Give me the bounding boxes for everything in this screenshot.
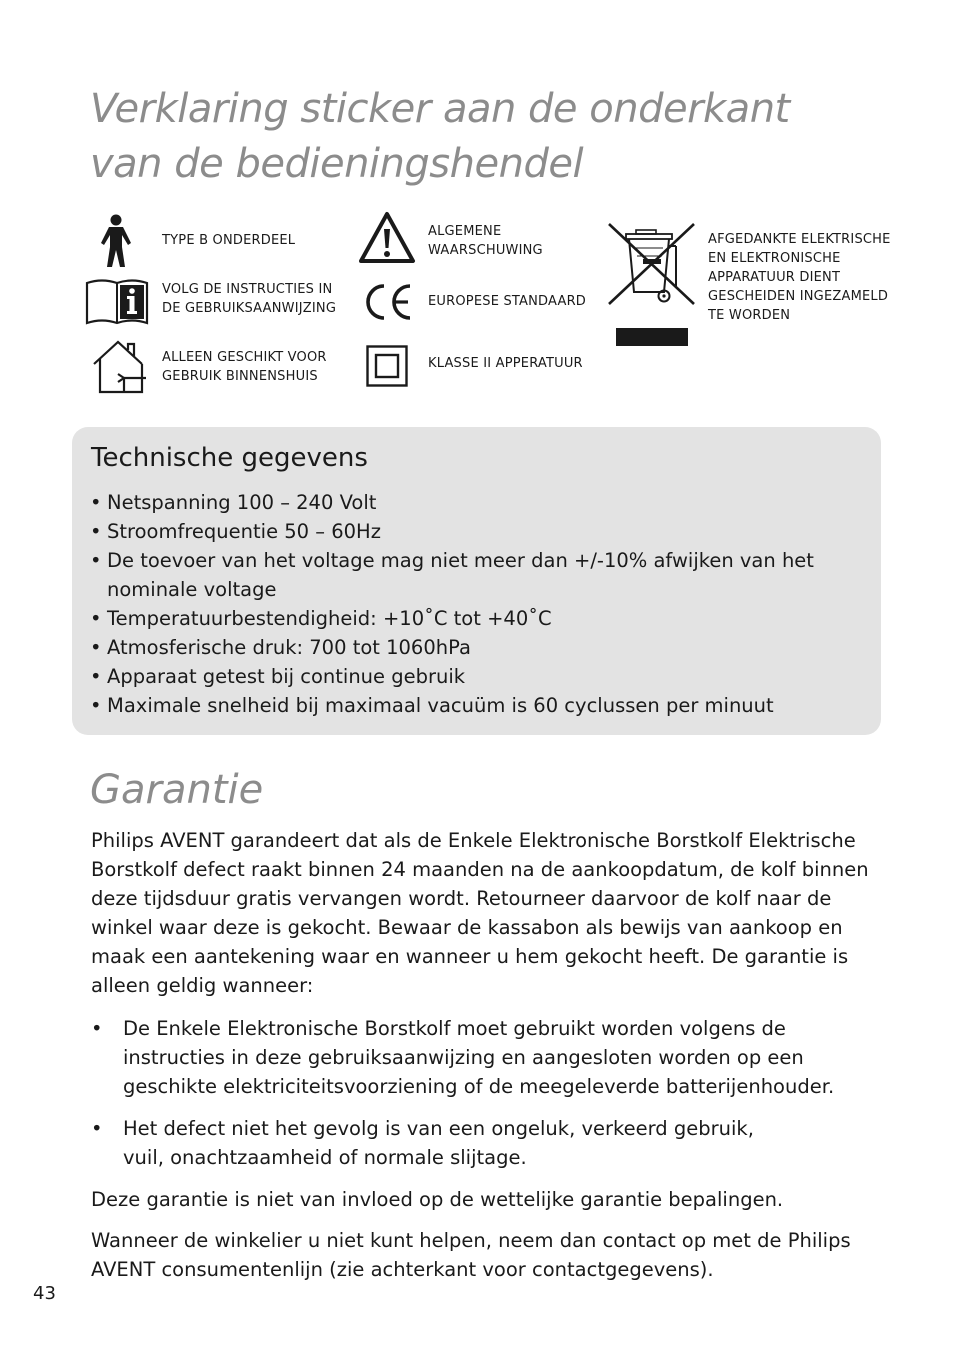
indoor-use-icon <box>88 338 148 394</box>
warranty-legal: Deze garantie is niet van invloed op de wettelijke garantie bepalingen. <box>91 1188 784 1211</box>
list-item: • De toevoer van het voltage mag niet meer dan +/-10% afwijken van het nominale voltage <box>90 546 860 604</box>
technical-data-list <box>90 488 860 720</box>
ce-label: EUROPESE STANDAARD <box>428 294 587 309</box>
warranty-intro: Philips AVENT garandeert dat als de Enkele Elektronische Borstkolf Elektrische Borstkolf defect raakt binnen 24 maanden na de aankoopdatum, de kolf binnen deze tijdsduur gratis vervangen wordt. Retourneer daarvoor de kolf naar de winkel waar deze is gekocht. Bewaar de kassabon als bewijs van aankoop en maak een aantekening waar en wanneer u hem gekocht heeft. De garantie is alleen geldig wanneer: <box>91 829 869 997</box>
bullet: • <box>91 1017 103 1040</box>
instruction-book-icon <box>85 277 149 327</box>
class-ii-label: KLASSE II APPERATUUR <box>428 356 583 371</box>
warranty-condition-text: Het defect niet het gevolg is van een ongeluk, verkeerd gebruik, vuil, onachtzaamheid of normale slijtage. <box>123 1117 754 1169</box>
type-b-icon <box>95 213 137 269</box>
ce-mark-icon <box>362 282 414 322</box>
type-b-label: TYPE B ONDERDEEL <box>162 233 296 248</box>
list-item: • Maximale snelheid bij maximaal vacuüm is 60 cyclussen per minuut <box>90 691 860 720</box>
bullet: • <box>91 1117 103 1140</box>
class-ii-icon <box>366 345 408 387</box>
warning-triangle-icon <box>358 211 416 265</box>
weee-label: AFGEDANKTE ELEKTRISCHE EN ELEKTRONISCHE APPARATUUR DIENT GESCHEIDEN INGEZAMELD TE WORDEN <box>708 232 891 323</box>
warranty-condition-text: De Enkele Elektronische Borstkolf moet gebruikt worden volgens de instructies in deze gebruiksaanwijzing en aangesloten worden op een geschikte elektriciteitsvoorziening of de meegeleverde batterijenhouder. <box>123 1017 835 1098</box>
warning-label: ALGEMENE WAARSCHUWING <box>428 224 543 258</box>
warranty-condition <box>91 1114 871 1172</box>
technical-data-title: Technische gegevens <box>91 443 368 473</box>
list-item: • Apparaat getest bij continue gebruik <box>90 662 860 691</box>
page-heading-line-1: Verklaring sticker aan de onderkant <box>90 86 790 132</box>
page-number: 43 <box>33 1283 56 1304</box>
list-item: • Atmosferische druk: 700 tot 1060hPa <box>90 633 860 662</box>
warranty-title: Garantie <box>90 767 264 813</box>
warranty-condition <box>91 1014 871 1101</box>
weee-bin-icon <box>606 220 698 348</box>
instructions-label: VOLG DE INSTRUCTIES IN DE GEBRUIKSAANWIJZING <box>162 282 337 316</box>
warranty-contact: Wanneer de winkelier u niet kunt helpen, neem dan contact op met de Philips AVENT consumentenlijn (zie achterkant voor contactgegevens). <box>91 1229 851 1281</box>
indoor-use-label: ALLEEN GESCHIKT VOOR GEBRUIK BINNENSHUIS <box>162 350 327 384</box>
list-item: • Netspanning 100 – 240 Volt <box>90 488 860 517</box>
list-item: • Stroomfrequentie 50 – 60Hz <box>90 517 860 546</box>
page-heading <box>90 82 790 192</box>
page-heading-line-2: van de bedieningshendel <box>90 141 584 187</box>
list-item: • Temperatuurbestendigheid: +10˚C tot +40˚C <box>90 604 860 633</box>
